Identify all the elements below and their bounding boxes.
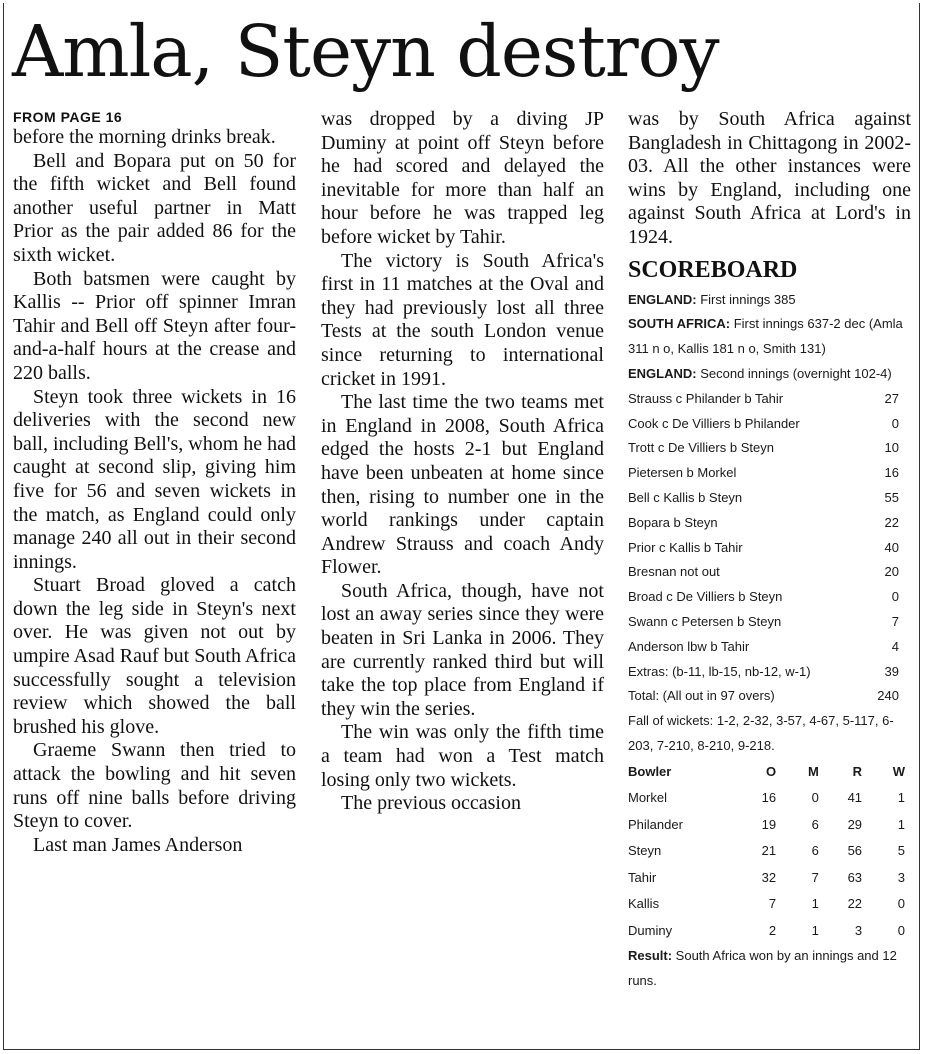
scoreboard	[628, 288, 911, 994]
bowler-name: Steyn	[628, 843, 662, 859]
header-wickets: W	[892, 763, 905, 779]
batting-row	[628, 387, 911, 412]
batting-row	[628, 412, 911, 437]
batsman-dismissal: Total: (All out in 97 overs)	[628, 688, 775, 704]
bowler-overs: 2	[768, 922, 777, 938]
team-label: SOUTH AFRICA:	[628, 316, 731, 332]
batsman-dismissal: Swann c Petersen b Steyn	[628, 613, 782, 629]
bowler-overs: 32	[761, 869, 777, 885]
bowling-table	[628, 759, 911, 945]
batsman-dismissal: Bopara b Steyn	[628, 514, 718, 530]
article-paragraph: Bell and Bopara put on 50 for the fifth wicket and Bell found another useful partner in Matt Prior as the pair added 86 for the sixth wicket.	[13, 149, 296, 266]
batsman-dismissal: Trott c De Villiers b Steyn	[628, 440, 774, 456]
innings-summary: Second innings (overnight 102-4)	[696, 365, 892, 381]
england-second-innings	[628, 362, 911, 387]
bowling-row	[628, 838, 911, 865]
bowler-runs: 41	[847, 790, 863, 806]
fall-of-wickets: Fall of wickets: 1-2, 2-32, 3-57, 4-67, 5-117, 6-203, 7-210, 8-210, 9-218.	[628, 713, 894, 753]
bowling-row	[628, 918, 911, 945]
batsman-runs: 39	[884, 663, 899, 679]
article-paragraph: The previous occasion	[341, 792, 521, 815]
bowler-maidens: 1	[811, 896, 819, 912]
header-maidens: M	[808, 763, 819, 779]
batsman-dismissal: Prior c Kallis b Tahir	[628, 539, 743, 555]
batsman-runs: 40	[884, 539, 899, 555]
team-label: ENGLAND:	[628, 365, 697, 381]
headline: Amla, Steyn destroy	[12, 10, 719, 93]
bowler-overs: 7	[768, 896, 777, 912]
article-paragraph: Graeme Swann then tried to attack the bowling and hit seven runs off nine balls before driving Steyn to cover.	[13, 739, 296, 833]
article-column-2	[321, 108, 604, 816]
article-paragraph: was by South Africa against Bangladesh in Chittagong in 2002-03. All the other instances were wins by England, including one against South Africa at Lord's in 1924.	[628, 108, 911, 248]
bowler-runs: 29	[847, 816, 863, 832]
bowler-name: Morkel	[628, 790, 668, 806]
result-text: South Africa won by an innings and 12 runs.	[628, 948, 897, 988]
batsman-dismissal: Extras: (b-11, lb-15, nb-12, w-1)	[628, 663, 811, 679]
batting-row	[628, 486, 911, 511]
bowler-maidens: 0	[811, 790, 819, 806]
batsman-runs: 10	[884, 440, 899, 456]
article-column-1	[13, 108, 296, 857]
bowler-wickets: 1	[897, 816, 905, 832]
bowler-maidens: 7	[811, 869, 819, 885]
bowler-maidens: 1	[811, 922, 819, 938]
bowler-name: Tahir	[628, 869, 657, 885]
batsman-dismissal: Broad c De Villiers b Steyn	[628, 589, 783, 605]
bowler-name: Duminy	[628, 922, 673, 938]
batting-row	[628, 536, 911, 561]
bowler-wickets: 5	[897, 843, 905, 859]
batsman-runs: 27	[884, 390, 899, 406]
batsman-runs: 22	[884, 514, 899, 530]
bowler-name: Philander	[628, 816, 683, 832]
column-3-body	[628, 108, 911, 250]
continuation-kicker: FROM PAGE 16	[13, 109, 123, 125]
batsman-runs: 20	[884, 564, 899, 580]
result-label: Result:	[628, 948, 673, 964]
bowler-runs: 3	[854, 922, 863, 938]
batting-row	[628, 585, 911, 610]
bowler-runs: 63	[847, 869, 863, 885]
bowler-overs: 19	[761, 816, 777, 832]
batting-row	[628, 635, 911, 660]
batting-card	[628, 387, 911, 709]
batting-row	[628, 610, 911, 635]
bowling-row	[628, 812, 911, 839]
article-paragraph: The victory is South Africa's first in 11 matches at the Oval and they had previously lost all three Tests at the south London venue since returning to international cricket in 1991.	[321, 249, 604, 390]
header-overs: O	[766, 763, 777, 779]
bowling-row	[628, 865, 911, 892]
batting-row	[628, 684, 911, 709]
article-paragraph: was dropped by a diving JP Duminy at point off Steyn before he had scored and delayed the inevitable for more than half an hour before he was trapped leg before wicket by Tahir.	[321, 108, 604, 248]
innings-summary: First innings 637-2 dec (Amla 311 n o, Kallis 181 n o, Smith 131)	[628, 316, 903, 357]
page-border-left	[3, 3, 4, 1049]
bowler-runs: 22	[847, 896, 863, 912]
batsman-dismissal: Strauss c Philander b Tahir	[628, 390, 784, 406]
bowler-maidens: 6	[811, 843, 819, 859]
batting-row	[628, 511, 911, 536]
bowler-wickets: 0	[897, 922, 905, 938]
batsman-runs: 240	[877, 688, 899, 704]
article-paragraph: Both batsmen were caught by Kallis -- Prior off spinner Imran Tahir and Bell off Steyn after four-and-a-half hours at the crease and 220 balls.	[13, 267, 296, 384]
article-paragraph: Last man James Anderson	[33, 833, 243, 856]
south-africa-first-innings	[628, 312, 911, 362]
bowler-runs: 56	[847, 843, 863, 859]
innings-summary: First innings 385	[696, 291, 796, 307]
match-result	[628, 944, 911, 994]
batting-row	[628, 660, 911, 685]
header-bowler: Bowler	[628, 763, 672, 779]
batting-row	[628, 560, 911, 585]
page-border-bottom	[3, 1049, 920, 1050]
bowler-wickets: 3	[897, 869, 905, 885]
batsman-dismissal: Cook c De Villiers b Philander	[628, 415, 800, 431]
column-1-body	[13, 126, 296, 857]
bowler-overs: 21	[761, 843, 777, 859]
article-paragraph: Steyn took three wickets in 16 deliveries with the second new ball, including Bell's, whom he had caught at second slip, giving him five for 56 and seven wickets in the match, as England could only manage 240 all out in their second innings.	[13, 385, 297, 573]
article-paragraph: The last time the two teams met in England in 2008, South Africa edged the hosts 2-1 but England have been unbeaten at home since then, rising to number one in the world rankings under captain Andrew Strauss and coach Andy Flower.	[321, 391, 604, 579]
bowling-row	[628, 785, 911, 812]
bowler-maidens: 6	[811, 816, 819, 832]
page-border-right	[919, 3, 920, 1049]
article-paragraph: before the morning drinks break.	[13, 126, 276, 148]
bowler-overs: 16	[761, 790, 777, 806]
article-column-3	[628, 108, 911, 994]
batsman-runs: 16	[884, 465, 899, 481]
batsman-runs: 0	[891, 589, 899, 605]
batsman-runs: 55	[884, 489, 899, 505]
article-paragraph: Stuart Broad gloved a catch down the leg side in Steyn's next over. He was given not out by umpire Asad Rauf but South Africa successfully sought a television review which showed the ball brushed his glove.	[13, 574, 296, 738]
article-paragraph: South Africa, though, have not lost an away series since they were beaten in Sri Lanka in 2006. They are currently ranked third but will take the top place from England if they win the series.	[321, 579, 604, 720]
bowler-wickets: 1	[897, 790, 905, 806]
bowler-name: Kallis	[628, 896, 660, 912]
article-paragraph: The win was only the fifth time a team had won a Test match losing only two wickets.	[321, 721, 604, 791]
batsman-runs: 4	[891, 638, 899, 654]
batsman-dismissal: Anderson lbw b Tahir	[628, 638, 750, 654]
team-label: ENGLAND:	[628, 291, 697, 307]
batting-row	[628, 436, 911, 461]
bowling-row	[628, 891, 911, 918]
column-2-body	[321, 108, 604, 816]
batsman-runs: 7	[891, 613, 899, 629]
batsman-runs: 0	[891, 415, 899, 431]
batsman-dismissal: Bell c Kallis b Steyn	[628, 489, 743, 505]
batsman-dismissal: Bresnan not out	[628, 564, 720, 580]
header-runs: R	[852, 763, 863, 779]
batting-row	[628, 461, 911, 486]
batsman-dismissal: Pietersen b Morkel	[628, 465, 737, 481]
england-first-innings	[628, 288, 911, 313]
bowler-wickets: 0	[897, 896, 905, 912]
bowling-header-row	[628, 759, 911, 786]
scoreboard-title: SCOREBOARD	[628, 256, 798, 283]
